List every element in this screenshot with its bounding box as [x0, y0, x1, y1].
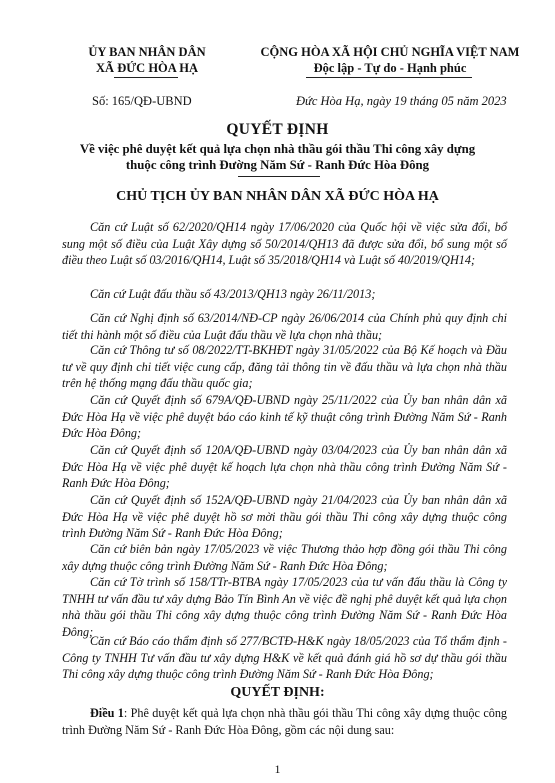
issuing-authority [62, 44, 232, 76]
legal-basis-item [62, 541, 507, 574]
subject-underline [238, 176, 320, 177]
national-name: CỘNG HÒA XÃ HỘI CHỦ NGHĨA VIỆT NAM [260, 45, 520, 59]
document-title: QUYẾT ĐỊNH [226, 121, 329, 138]
legal-basis-item [62, 286, 507, 303]
authority-underline [114, 77, 178, 78]
authority-heading: CHỦ TỊCH ỦY BAN NHÂN DÂN XÃ ĐỨC HÒA HẠ [116, 189, 439, 204]
authority-line-2: XÃ ĐỨC HÒA HẠ [96, 61, 198, 75]
legal-basis-text: Căn cứ Quyết định số 679A/QĐ-UBND ngày 25/11/2022 của Ủy ban nhân dân xã Đức Hòa Hạ về việc phê duyệt báo cáo kinh tế kỹ thuật công trình Đường Năm Sứ - Ranh Đức Hòa Đông; [62, 393, 507, 440]
legal-basis-text: Căn cứ Luật đấu thầu số 43/2013/QH13 ngày 26/11/2013; [90, 287, 376, 301]
article-1-text: : Phê duyệt kết quả lựa chọn nhà thầu gói thầu Thi công xây dựng thuộc công trình Đường Năm Sứ - Ranh Đức Hòa Đông, gồm các nội dung sau: [62, 706, 508, 737]
legal-basis-item [62, 492, 507, 542]
legal-basis-text: Căn cứ Quyết định số 120A/QĐ-UBND ngày 03/04/2023 của Ủy ban nhân dân xã Đức Hòa Hạ về việc phê duyệt kế hoạch lựa chọn nhà thầu công trình Đường Năm Sứ - Ranh Đức Hòa Đông; [62, 443, 507, 490]
legal-basis-text: Căn cứ biên bản ngày 17/05/2023 về việc Thương thảo hợp đồng gói thầu Thi công xây dựng thuộc công trình Đường Năm Sứ - Ranh Đức Hòa Đông; [62, 542, 507, 573]
legal-basis-item [62, 633, 507, 683]
article-1-label: Điều 1 [90, 706, 124, 720]
legal-basis-text: Căn cứ Luật số 62/2020/QH14 ngày 17/06/2020 của Quốc hội về việc sửa đổi, bổ sung một số điều của Luật Xây dựng số 50/2014/QH13 đã được sửa đổi, bổ sung một số điều theo Luật số 03/2016/QH14, Luật số 35/2018/QH14 và Luật số 40/2019/QH14; [62, 220, 507, 267]
legal-basis-item [62, 310, 507, 343]
national-motto: Độc lập - Tự do - Hạnh phúc [313, 61, 467, 75]
document-subject: Về việc phê duyệt kết quả lựa chọn nhà thầu gói thầu Thi công xây dựng thuộc công trình Đường Năm Sứ - Ranh Đức Hòa Đông [79, 142, 476, 172]
legal-basis-item [62, 219, 507, 269]
legal-basis-text: Căn cứ Báo cáo thẩm định số 277/BCTĐ-H&K ngày 18/05/2023 của Tổ thẩm định - Công ty TNHH Tư vấn đầu tư xây dựng H&K về kết quả đánh giá hồ sơ dự thầu gói thầu Thi công xây dựng thuộc công trình Đường Năm Sứ - Ranh Đức Hòa Đông; [62, 634, 507, 681]
legal-basis-item [62, 342, 507, 392]
page-number: 1 [274, 762, 281, 776]
authority-line-1: ỦY BAN NHÂN DÂN [88, 45, 206, 59]
motto-underline [306, 77, 472, 78]
document-date: Đức Hòa Hạ, ngày 19 tháng 05 năm 2023 [296, 94, 507, 108]
document-number: Số: 165/QĐ-UBND [92, 94, 192, 108]
legal-basis-item [62, 442, 507, 492]
legal-basis-text: Căn cứ Thông tư số 08/2022/TT-BKHĐT ngày 31/05/2022 của Bộ Kế hoạch và Đầu tư về quy định chi tiết việc cung cấp, đăng tải thông tin về đấu thầu và lựa chọn nhà thầu trên hệ thống mạng đấu thầu quốc gia; [62, 343, 507, 390]
legal-basis-text: Căn cứ Quyết định số 152A/QĐ-UBND ngày 21/04/2023 của Ủy ban nhân dân xã Đức Hòa Hạ về việc phê duyệt hồ sơ mời thầu gói thầu Thi công xây dựng thuộc công trình Đường Năm Sứ - Ranh Đức Hòa Đông; [62, 493, 507, 540]
legal-basis-text: Căn cứ Nghị định số 63/2014/NĐ-CP ngày 26/06/2014 của Chính phủ quy định chi tiết thi hành một số điều của Luật đấu thầu về lựa chọn nhà thầu; [62, 311, 507, 342]
legal-basis-item [62, 574, 507, 640]
decision-heading: QUYẾT ĐỊNH: [230, 685, 325, 700]
article-1 [62, 705, 507, 738]
legal-basis-item [62, 392, 507, 442]
national-heading [240, 44, 540, 76]
legal-basis-text: Căn cứ Tờ trình số 158/TTr-BTBA ngày 17/05/2023 của tư vấn đấu thầu là Công ty TNHH tư vấn đầu tư xây dựng Bảo Tín Bình An về việc đề nghị phê duyệt kết quả lựa chọn nhà thầu gói thầu Thi công xây dựng thuộc công trình Đường Năm Sứ - Ranh Đức Hòa Đông; [62, 575, 507, 639]
